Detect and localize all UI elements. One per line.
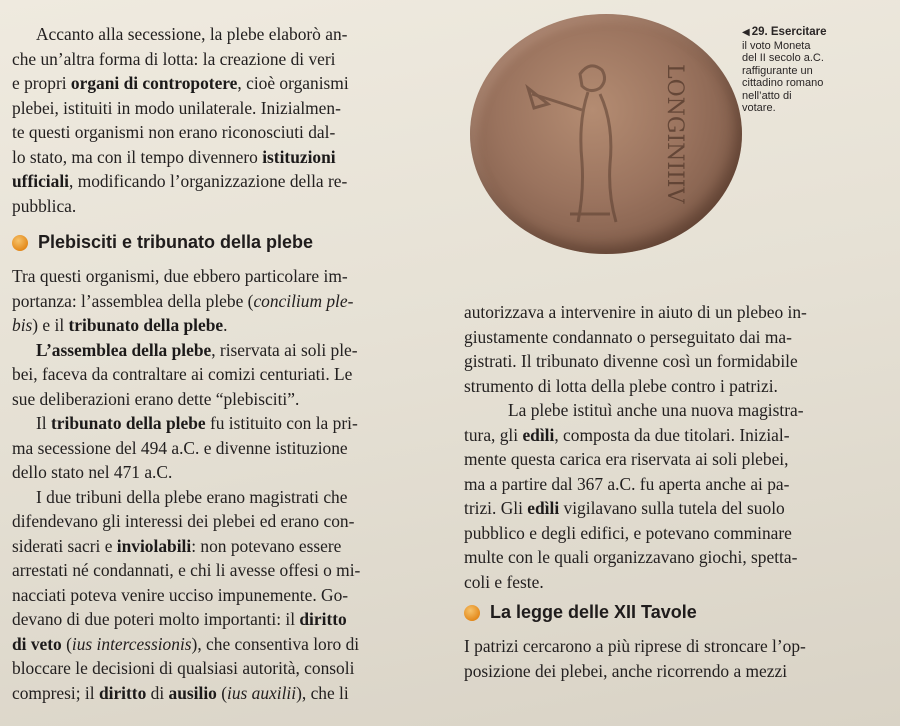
caption-line: raffigurante un: [742, 64, 813, 77]
text-line: difendevano gli interessi dei plebei ed erano con-: [12, 511, 355, 531]
text-line: coli e feste.: [464, 571, 544, 592]
section-heading-text: Plebisciti e tribunato della plebe: [38, 232, 314, 252]
text-line: bis) e il tribunato della plebe.: [12, 315, 228, 335]
text-line: ma secessione del 494 a.C. e divenne istituzione: [12, 437, 348, 458]
text-line: La plebe istituì anche una nuova magistra-: [508, 400, 804, 420]
text-line: dello stato nel 471 a.C.: [12, 462, 173, 482]
caption-title: 29. Esercitare: [751, 26, 827, 38]
text-line: portanza: l’assemblea della plebe (concilium ple-: [12, 290, 354, 311]
text-line: autorizzava a intervenire in aiuto di un plebeo in-: [464, 302, 807, 322]
text-line: strumento di lotta della plebe contro i patrizi.: [464, 375, 778, 396]
text-line: giustamente condannato o perseguitato dai ma-: [464, 326, 792, 347]
text-line: bei, faceva da contraltare ai comizi centuriati. Le: [12, 364, 353, 384]
caption-line: del II secolo a.C.: [742, 52, 824, 64]
caption-line: cittadino romano: [742, 77, 824, 89]
text-line: I due tribuni della plebe erano magistrati che: [36, 486, 348, 507]
text-line: siderati sacri e inviolabili: non potevano essere: [12, 535, 342, 556]
text-line: posizione dei plebei, anche ricorrendo a mezzi: [464, 660, 788, 681]
roman-coin-image: [470, 14, 742, 254]
orange-bullet-icon: [464, 605, 480, 621]
orange-bullet-icon: [12, 235, 28, 251]
text-line: Tra questi organismi, due ebbero particolare im-: [12, 266, 348, 286]
text-line: gistrati. Il tribunato divenne così un formidabile: [464, 351, 798, 371]
text-line: mente questa carica era riservata ai soli plebei,: [464, 449, 789, 469]
caption-line: votare.: [742, 102, 776, 114]
text-line: tura, gli edìli, composta da due titolari. Inizial-: [464, 424, 790, 445]
voter-figure-illustration: [470, 14, 742, 254]
text-line: e propri organi di contropotere, cioè organismi: [12, 73, 349, 93]
section-heading: [12, 232, 313, 253]
text-line: Il tribunato della plebe fu istituito con la pri-: [36, 413, 358, 433]
text-line: ufficiali, modificando l’organizzazione della re-: [12, 171, 348, 191]
text-line: di veto (ius intercessionis), che consentiva loro di: [12, 633, 360, 654]
text-line: compresi; il diritto di ausilio (ius auxilii), che li: [12, 682, 349, 703]
text-line: I patrizi cercarono a più riprese di stroncare l’op-: [464, 636, 806, 656]
text-line: plebei, istituiti in modo unilaterale. Inizialmen-: [12, 97, 341, 118]
text-line: devano di due poteri molto importanti: il diritto: [12, 609, 347, 629]
text-line: bloccare le decisioni di qualsiasi autorità, consoli: [12, 658, 355, 678]
caption-line: nell’atto di: [742, 89, 792, 102]
text-line: pubblica.: [12, 195, 77, 216]
caption-line: il voto Moneta: [742, 39, 811, 52]
text-line: sue deliberazioni erano dette “plebisciti”.: [12, 388, 300, 409]
text-line: arrestati né condannati, e chi li avesse offesi o mi-: [12, 560, 361, 580]
left-column-text: [12, 264, 360, 705]
text-line: che un’altra forma di lotta: la creazione di veri: [12, 48, 336, 69]
intro-paragraph: [12, 22, 349, 218]
text-line: Accanto alla secessione, la plebe elaborò an-: [36, 24, 348, 44]
text-line: lo stato, ma con il tempo divennero istituzioni: [12, 146, 336, 167]
figure-caption: [742, 26, 827, 115]
text-line: trizi. Gli edìli vigilavano sulla tutela del suolo: [464, 498, 785, 518]
section2-text: [464, 634, 896, 683]
text-line: te questi organismi non erano riconosciuti dal-: [12, 122, 336, 142]
pointer-arrow-icon: ◀: [742, 27, 750, 38]
text-line: nacciati poteva venire ucciso impunemente. Go-: [12, 584, 349, 605]
section-heading: [464, 602, 697, 623]
section-heading-text: La legge delle XII Tavole: [490, 602, 697, 622]
text-line: multe con le quali organizzavano giochi, spetta-: [464, 547, 798, 567]
text-line: L’assemblea della plebe, riservata ai soli ple-: [36, 339, 358, 360]
right-column-text: [464, 300, 896, 594]
text-line: pubblico e degli edifici, e potevano comminare: [464, 522, 792, 543]
coin-legend: LONGINIIIV: [662, 64, 687, 204]
text-line: ma a partire dal 367 a.C. fu aperta anche ai pa-: [464, 473, 790, 494]
